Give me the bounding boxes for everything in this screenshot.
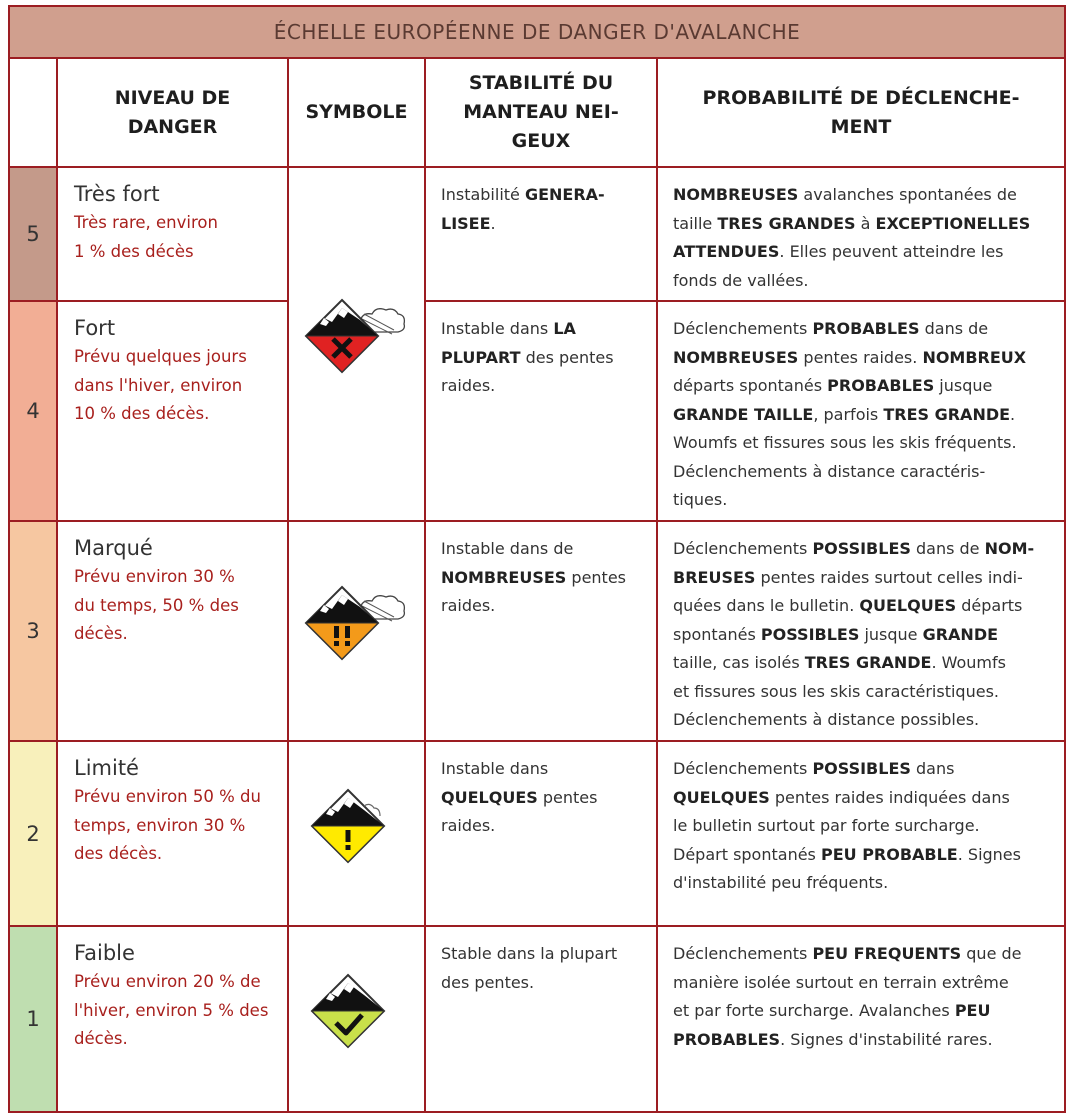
probability-line (673, 486, 1052, 515)
header-level-line: DANGER (127, 115, 218, 138)
probability-text: Déclenchements (673, 319, 813, 338)
level-name: Fort (74, 316, 116, 340)
stability-line (441, 315, 644, 344)
stability-cell (425, 167, 657, 301)
probability-line (673, 784, 1052, 813)
probability-bold-text: TRES GRANDES (717, 213, 856, 233)
stability-text: raides. (441, 816, 496, 835)
level-number: 3 (9, 521, 57, 741)
probability-cell (657, 926, 1065, 1112)
probability-text: tiques. (673, 490, 728, 509)
probability-text: dans de (919, 319, 989, 338)
probability-line (673, 344, 1052, 373)
probability-cell (657, 167, 1065, 301)
table-row-level-5 (9, 167, 1065, 301)
probability-line (673, 458, 1052, 487)
probability-text: pentes raides indiquées dans (769, 787, 1010, 807)
table-row-level-3 (9, 521, 1065, 741)
probability-bold-text: TRES GRANDE (804, 653, 932, 672)
probability-text: manière isolée surtout en terrain extrême (673, 972, 1009, 992)
stability-text: des pentes (520, 347, 614, 367)
probability-bold-text: NOMBREUX (922, 347, 1027, 367)
probability-text: le bulletin surtout par forte surcharge. (673, 816, 980, 835)
stability-cell (425, 301, 657, 521)
probability-text: . Signes d'instabilité rares. (780, 1029, 993, 1049)
header-stability-line: STABILITÉ DU (468, 72, 614, 94)
level-cell (57, 521, 288, 741)
probability-text: quées dans le bulletin. (673, 596, 860, 615)
stability-text: Instable dans (441, 319, 554, 338)
level-desc-line: décès. (74, 1029, 128, 1048)
probability-bold-text: NOM- (984, 539, 1035, 558)
stability-text: pentes (566, 567, 627, 587)
probability-text: pentes raides surtout celles indi- (755, 567, 1023, 587)
probability-bold-text: POSSIBLES (760, 624, 860, 644)
level-number: 1 (9, 926, 57, 1112)
probability-line (673, 649, 1052, 678)
probability-line (673, 238, 1052, 267)
probability-text: Déclenchements (673, 944, 813, 963)
stability-line (441, 181, 644, 210)
stability-text: . (490, 213, 496, 233)
probability-line (673, 429, 1052, 458)
level-desc-line: 10 % des décès. (74, 404, 210, 423)
stability-line (441, 812, 644, 841)
probability-cell (657, 741, 1065, 926)
stability-cell (425, 521, 657, 741)
stability-text: Instable dans de (441, 539, 574, 558)
header-level-line: NIVEAU DE (114, 86, 231, 109)
probability-bold-text: BREUSES (673, 567, 756, 587)
level-number: 2 (9, 741, 57, 926)
danger-level-4-5-icon (302, 292, 412, 392)
symbol-cell (288, 741, 425, 926)
stability-cell (425, 741, 657, 926)
table-title: ÉCHELLE EUROPÉENNE DE DANGER D'AVALANCHE (9, 6, 1065, 58)
stability-text: Instabilité (441, 185, 525, 204)
probability-text: avalanches spontanées de (798, 185, 1017, 204)
stability-cell (425, 926, 657, 1112)
level-cell (57, 926, 288, 1112)
stability-line (441, 755, 644, 784)
symbol-cell (288, 167, 425, 521)
probability-text: jusque (859, 624, 923, 644)
level-cell (57, 301, 288, 521)
probability-line (673, 592, 1052, 621)
stability-bold-text: GENERA- (524, 185, 605, 204)
probability-text: spontanés (673, 624, 761, 644)
probability-text: taille, cas isolés (673, 653, 805, 672)
probability-text: Déclenchements à distance possibles. (673, 710, 980, 729)
probability-bold-text: EXCEPTIONELLES (875, 213, 1031, 233)
danger-scale-table-wrapper (8, 5, 1064, 1113)
probability-text: dans de (910, 539, 985, 558)
level-desc-line: Très rare, environ (74, 213, 218, 232)
stability-text: pentes (537, 787, 598, 807)
danger-level-3-icon (302, 579, 412, 679)
level-name: Très fort (74, 182, 160, 206)
probability-line (673, 755, 1052, 784)
stability-bold-text: LISEE (441, 213, 491, 233)
probability-line (673, 997, 1052, 1026)
probability-bold-text: QUELQUES (673, 787, 770, 807)
title-row (9, 6, 1065, 58)
table-row-level-1 (9, 926, 1065, 1112)
probability-line (673, 564, 1052, 593)
probability-line (673, 267, 1052, 296)
probability-text: à (855, 213, 876, 233)
level-name: Limité (74, 756, 139, 780)
probability-text: , parfois (813, 404, 884, 424)
probability-text: Déclenchements à distance caractéris- (673, 461, 986, 481)
level-desc-line: dans l'hiver, environ (74, 375, 243, 395)
level-desc-line: décès. (74, 624, 128, 643)
probability-line (673, 372, 1052, 401)
probability-line (673, 812, 1052, 841)
stability-text: des pentes. (441, 972, 535, 992)
header-probability-line: MENT (830, 115, 892, 138)
level-desc-line: Prévu environ 30 % (74, 567, 235, 586)
level-number: 5 (9, 167, 57, 301)
level-desc-line: 1 % des décès (74, 241, 194, 261)
probability-bold-text: GRANDE TAILLE (673, 404, 814, 424)
table-row-level-4 (9, 301, 1065, 521)
level-desc-line: Prévu environ 20 % de (74, 972, 261, 991)
level-desc-line: l'hiver, environ 5 % des (74, 1000, 269, 1020)
probability-text: que de (961, 944, 1022, 963)
level-desc-line: Prévu environ 50 % du (74, 787, 261, 806)
probability-line (673, 401, 1052, 430)
probability-text: départs spontanés (673, 376, 828, 395)
symbol-cell (288, 521, 425, 741)
header-stability (425, 58, 657, 167)
probability-line (673, 1026, 1052, 1055)
header-row (9, 58, 1065, 167)
stability-line (441, 344, 644, 373)
level-desc-line: du temps, 50 % des (74, 595, 239, 615)
probability-text: Woumfs et fissures sous les skis fréquents. (673, 433, 1017, 452)
level-cell (57, 167, 288, 301)
header-probability-line: PROBABILITÉ DE DÉCLENCHE- (702, 86, 1020, 109)
header-level (57, 58, 288, 167)
probability-text: jusque (934, 376, 993, 395)
probability-text: . Woumfs (931, 653, 1006, 672)
danger-scale-table (8, 5, 1066, 1113)
probability-text: taille (673, 213, 718, 233)
header-stability-line: GEUX (511, 130, 571, 152)
stability-line (441, 940, 644, 969)
probability-line (673, 535, 1052, 564)
header-probability (657, 58, 1065, 167)
probability-bold-text: PROBABLES (673, 1029, 781, 1049)
level-desc-line: temps, environ 30 % (74, 815, 246, 835)
probability-text: et par forte surcharge. Avalanches (673, 1001, 955, 1020)
probability-line (673, 841, 1052, 870)
header-number (9, 58, 57, 167)
stability-line (441, 535, 644, 564)
probability-bold-text: ATTENDUES (673, 242, 780, 261)
probability-bold-text: GRANDE (922, 624, 999, 644)
probability-text: et fissures sous les skis caractéristiques. (673, 681, 999, 701)
probability-text: . (1010, 404, 1016, 424)
header-symbol: SYMBOLE (288, 58, 425, 167)
stability-bold-text: NOMBREUSES (441, 567, 567, 587)
probability-bold-text: PROBABLES (812, 319, 920, 338)
header-stability-line: MANTEAU NEI- (463, 101, 619, 123)
probability-bold-text: QUELQUES (859, 596, 957, 615)
probability-text: pentes raides. (798, 347, 923, 367)
table-row-level-2 (9, 741, 1065, 926)
probability-bold-text: POSSIBLES (812, 759, 911, 778)
probability-line (673, 210, 1052, 239)
stability-line (441, 784, 644, 813)
level-desc-line: des décès. (74, 844, 163, 863)
symbol-cell (288, 926, 425, 1112)
stability-line (441, 210, 644, 239)
level-number: 4 (9, 301, 57, 521)
probability-text: fonds de vallées. (673, 270, 809, 290)
probability-cell (657, 301, 1065, 521)
probability-bold-text: POSSIBLES (812, 539, 911, 558)
probability-text: dans (910, 759, 955, 778)
probability-line (673, 181, 1052, 210)
stability-line (441, 372, 644, 401)
probability-bold-text: TRES GRANDE (883, 404, 1011, 424)
probability-line (673, 969, 1052, 998)
probability-bold-text: NOMBREUSES (673, 347, 799, 367)
probability-line (673, 940, 1052, 969)
stability-line (441, 592, 644, 621)
stability-bold-text: LA (553, 319, 576, 338)
probability-line (673, 621, 1052, 650)
danger-level-2-icon (302, 782, 412, 882)
stability-text: raides. (441, 596, 496, 615)
danger-level-1-icon (302, 967, 412, 1067)
probability-text: . Elles peuvent atteindre les (779, 242, 1004, 261)
level-desc-line: Prévu quelques jours (74, 347, 247, 366)
stability-line (441, 969, 644, 998)
level-cell (57, 741, 288, 926)
probability-line (673, 706, 1052, 735)
probability-text: Déclenchements (673, 539, 813, 558)
stability-text: Instable dans (441, 759, 549, 778)
probability-text: Départ spontanés (673, 844, 821, 864)
level-name: Marqué (74, 536, 153, 560)
probability-bold-text: PEU PROBABLE (820, 844, 958, 864)
stability-bold-text: QUELQUES (441, 787, 538, 807)
probability-bold-text: NOMBREUSES (673, 185, 799, 204)
probability-text: d'instabilité peu fréquents. (673, 873, 889, 892)
probability-line (673, 315, 1052, 344)
probability-bold-text: PEU (954, 1001, 991, 1020)
probability-bold-text: PROBABLES (827, 376, 935, 395)
stability-text: Stable dans la plupart (441, 944, 618, 963)
level-name: Faible (74, 941, 135, 965)
probability-bold-text: PEU FREQUENTS (812, 944, 962, 963)
probability-text: Déclenchements (673, 759, 813, 778)
probability-cell (657, 521, 1065, 741)
stability-bold-text: PLUPART (441, 347, 521, 367)
stability-line (441, 564, 644, 593)
probability-text: départs (956, 596, 1023, 615)
probability-line (673, 678, 1052, 707)
probability-line (673, 869, 1052, 898)
probability-text: . Signes (957, 844, 1021, 864)
stability-text: raides. (441, 376, 496, 395)
